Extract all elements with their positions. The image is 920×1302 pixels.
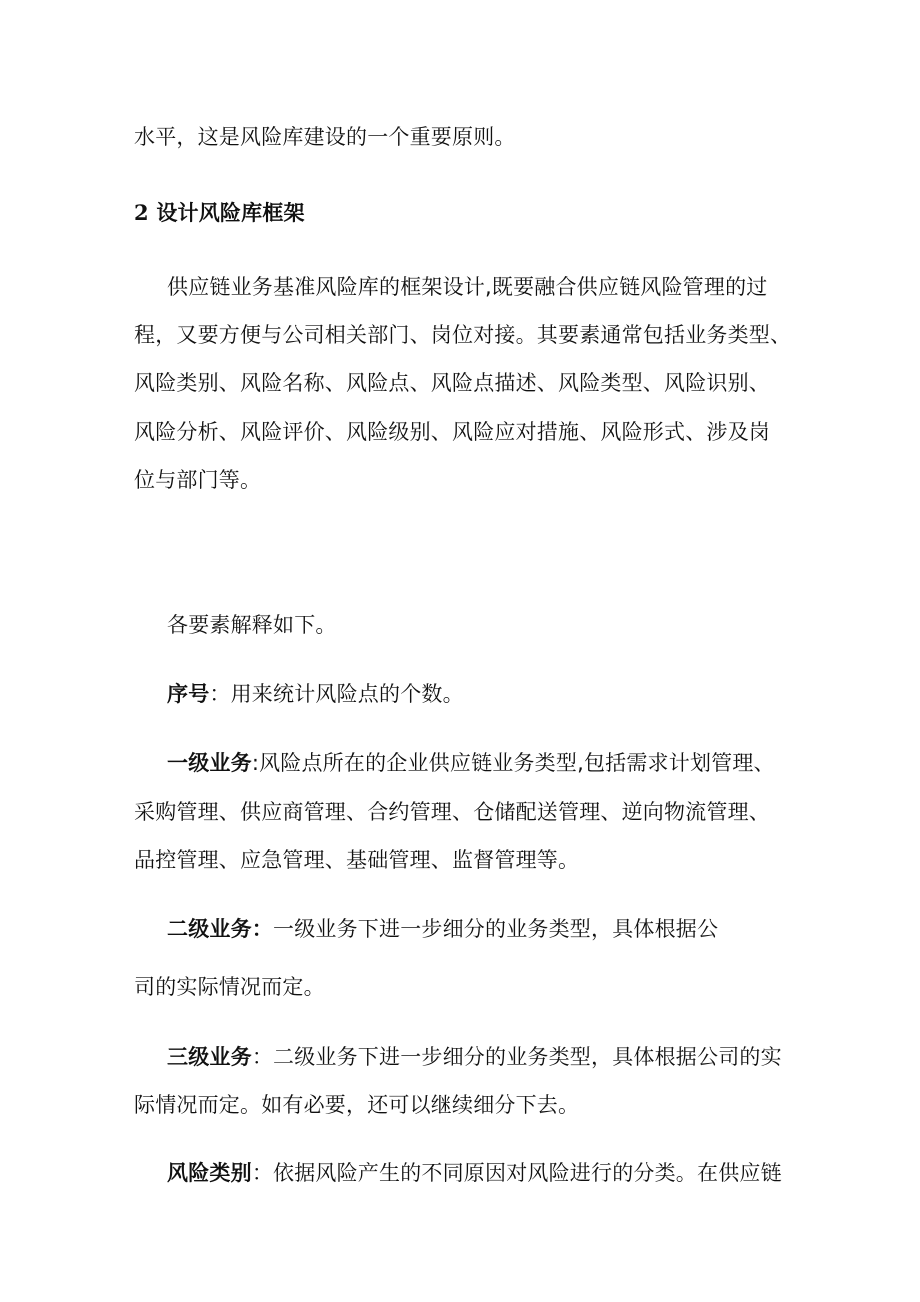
paragraph-line: 风险分析、风险评价、风险级别、风险应对措施、风险形式、涉及岗 (134, 420, 770, 444)
definition-item (167, 748, 775, 778)
definition-text: ：二级业务下进一步细分的业务类型，具体根据公司的实 (251, 1045, 782, 1069)
section-title: 设计风险库框架 (156, 201, 305, 225)
definition-item (167, 1042, 782, 1072)
definition-item (167, 1158, 782, 1188)
definition-term: 一级业务 (167, 751, 252, 775)
paragraph-line: 风险类别、风险名称、风险点、风险点描述、风险类型、风险识别、 (134, 371, 770, 395)
paragraph-line: 采购管理、供应商管理、合约管理、仓储配送管理、逆向物流管理、 (134, 800, 770, 824)
definition-term: 三级业务 (167, 1045, 252, 1069)
definition-text: :风险点所在的企业供应链业务类型,包括需求计划管理、 (251, 751, 775, 775)
paragraph-line: 司的实际情况而定。 (134, 975, 325, 999)
section-heading (134, 198, 305, 228)
definition-term: 序号 (167, 682, 210, 706)
definition-item (167, 914, 718, 944)
paragraph-line: 水平，这是风险库建设的一个重要原则。 (134, 125, 516, 149)
definition-item (167, 679, 464, 709)
definition-text: 一级业务下进一步细分的业务类型，具体根据公 (273, 917, 719, 941)
definition-text: ：依据风险产生的不同原因对风险进行的分类。在供应链 (251, 1161, 782, 1185)
definition-text: ：用来统计风险点的个数。 (209, 682, 464, 706)
definition-term: 风险类别 (167, 1161, 252, 1185)
paragraph-line: 际情况而定。如有必要，还可以继续细分下去。 (134, 1093, 580, 1117)
paragraph-line: 各要素解释如下。 (167, 613, 337, 637)
paragraph-line: 程，又要方便与公司相关部门、岗位对接。其要素通常包括业务类型、 (134, 323, 792, 347)
paragraph-line: 品控管理、应急管理、基础管理、监督管理等。 (134, 848, 580, 872)
paragraph-line: 供应链业务基准风险库的框架设计,既要融合供应链风险管理的过 (167, 275, 768, 299)
paragraph-line: 位与部门等。 (134, 468, 262, 492)
section-number: 2 (134, 200, 149, 225)
definition-term: 二级业务： (167, 917, 273, 941)
